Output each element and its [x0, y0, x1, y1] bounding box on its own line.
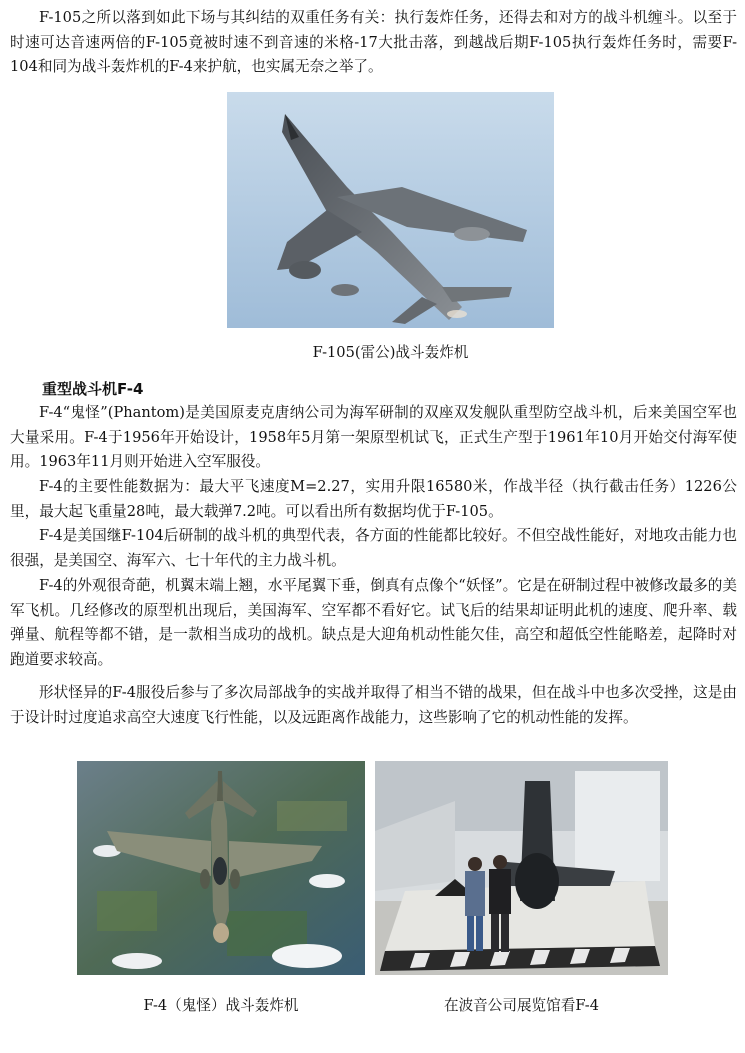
f105-aircraft-image: [227, 92, 554, 328]
caption-f105: F-105(雷公)战斗轰炸机: [312, 344, 469, 361]
paragraph-f4-intro: F-4“鬼怪”(Phantom)是美国原麦克唐纳公司为海军研制的双座双发舰队重型防空战斗机，后来美国空军也大量采用。F-4于1956年开始设计，1958年5月第一架原型机试飞，正式生产型于1961年10月开始交付海军使用。1963年11月则开始进入空军服役。: [10, 404, 737, 471]
f4-aircraft-image: [77, 761, 365, 975]
paragraph-f4-appearance: F-4的外观很奇葩，机翼末端上翘，水平尾翼下垂，倒真有点像个“妖怪”。它是在研制过程中被修改最多的美军飞机。几经修改的原型机出现后，美国海军、空军都不看好它。试飞后的结果却证明此机的速度、爬升率、载弹量、航程等都不错，是一款相当成功的战机。缺点是大迎角机动性能欠佳，高空和超低空性能略差，起降时对跑道要求较高。: [10, 577, 737, 668]
boeing-museum-photo: [375, 761, 668, 975]
caption-f4: F-4（鬼怪）战斗轰炸机: [143, 997, 299, 1014]
paragraph-f4-performance: F-4的主要性能数据为：最大平飞速度M=2.27，实用升限16580米，作战半径（执行截击任务）1226公里，最大起飞重量28吨，最大载弹7.2吨。可以看出所有数据均优于F-105。: [10, 478, 737, 520]
caption-boeing-exhibit: 在波音公司展览馆看F-4: [443, 997, 600, 1014]
paragraph-f4-representative: F-4是美国继F-104后研制的战斗机的典型代表，各方面的性能都比较好。不但空战性能好，对地攻击能力也很强，是美国空、海军六、七十年代的主力战斗机。: [10, 527, 737, 569]
paragraph-f4-service: 形状怪异的F-4服役后参与了多次局部战争的实战并取得了相当不错的战果，但在战斗中也多次受挫，这是由于设计时过度追求高空大速度飞行性能，以及远距离作战能力，这些影响了它的机动性能的发挥。: [10, 684, 737, 726]
f105-photo: [227, 92, 554, 328]
paragraph-f105-tasks: F-105之所以落到如此下场与其纠结的双重任务有关：执行轰炸任务，还得去和对方的战斗机缠斗。以至于时速可达音速两倍的F-105竟被时速不到音速的米格-17大批击落，到越战后期F-105执行轰炸任务时，需要F-104和同为战斗轰炸机的F-4来护航，也实属无奈之举了。: [10, 9, 737, 76]
museum-exhibit-image: [375, 761, 668, 975]
section-heading-f4: 重型战斗机F-4: [42, 380, 144, 398]
f4-flight-photo: [77, 761, 365, 975]
